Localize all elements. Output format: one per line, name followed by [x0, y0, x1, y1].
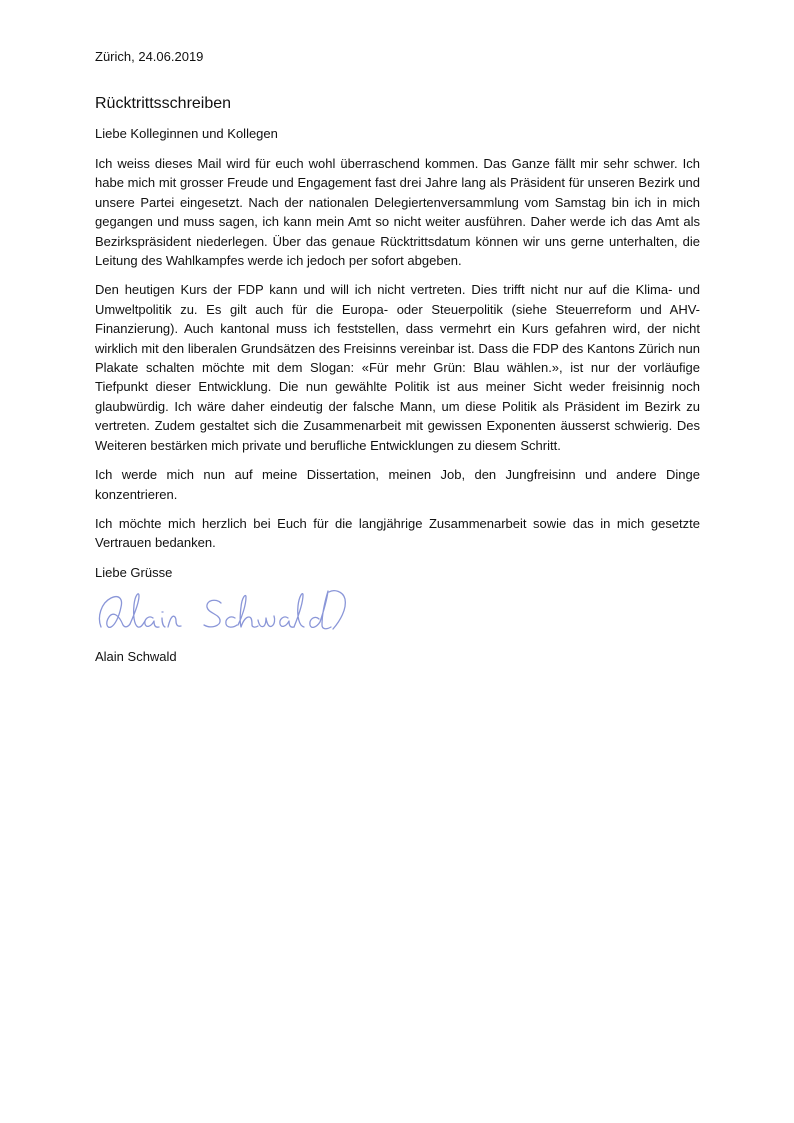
- salutation: Liebe Kolleginnen und Kollegen: [95, 126, 278, 141]
- paragraph-future-plans: Ich werde mich nun auf meine Dissertation, meinen Job, den Jungfreisinn und andere Dinge konzentrieren.: [95, 467, 700, 502]
- letter-title: Rücktrittsschreiben: [95, 95, 232, 112]
- handwritten-signature: [93, 587, 363, 643]
- paragraph-announcement: Ich weiss dieses Mail wird für euch wohl überraschend kommen. Das Ganze fällt mir sehr schwer. Ich habe mich mit grosser Freude und Engagement fast drei Jahre lang als Präsident für unseren Bezirk und unsere Partei eingesetzt. Nach der nationalen Delegiertenversammlung vom Samstag bin ich in mich gegangen und muss sagen, ich kann mein Amt so nicht weiter ausführen. Daher werde ich das Amt als Bezirkspräsident niederlegen. Über das genaue Rücktrittsdatum können wir uns gerne unterhalten, die Leitung des Wahlkampfes werde ich jedoch per sofort abgeben.: [95, 156, 700, 269]
- paragraph-reasons: Den heutigen Kurs der FDP kann und will ich nicht vertreten. Dies trifft nicht nur auf die Klima- und Umweltpolitik zu. Es gilt auch für die Europa- oder Steuerpolitik (siehe Steuerreform und AHV-Finanzierung). Auch kantonal muss ich feststellen, dass vermehrt ein Kurs gefahren wird, der nicht wirklich mit den liberalen Grundsätzen des Freisinns vereinbar ist. Dass die FDP des Kantons Zürich nun Plakate schalten möchte mit dem Slogan: «Für mehr Grün: Blau wählen.», ist nur der vorläufige Tiefpunkt dieser Entwicklung. Die nun gewählte Politik ist aus meiner Sicht weder freisinnig noch glaubwürdig. Ich wäre daher eindeutig der falsche Mann, um diese Politik als Präsident im Bezirk zu vertreten. Zudem gestaltet sich die Zusammenarbeit mit gewissen Exponenten äusserst schwierig. Des Weiteren bestärken mich private und berufliche Entwicklungen zu diesem Schritt.: [95, 282, 700, 453]
- place-date: Zürich, 24.06.2019: [95, 49, 204, 64]
- letter-body: [95, 47, 700, 667]
- closing-greeting: Liebe Grüsse: [95, 564, 173, 580]
- paragraph-thanks: Ich möchte mich herzlich bei Euch für die langjährige Zusammenarbeit sowie das in mich gesetzte Vertrauen bedanken.: [95, 515, 700, 551]
- signer-name: Alain Schwald: [95, 648, 177, 664]
